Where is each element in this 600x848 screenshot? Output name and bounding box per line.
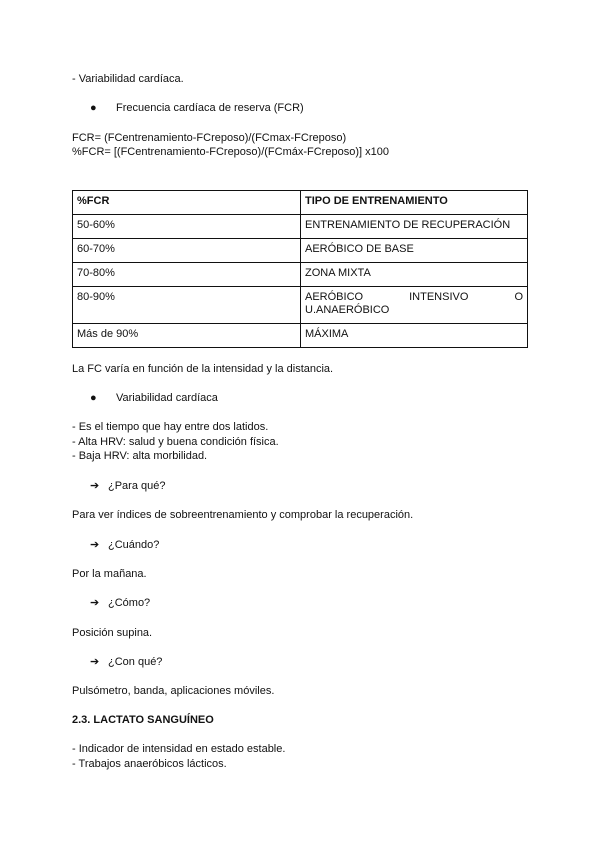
type-word: O [514, 291, 523, 303]
table-cell-range: 70-80% [73, 263, 301, 287]
table-row [73, 287, 528, 324]
answer-para-que: Para ver índices de sobreentrenamiento y comprobar la recuperación. [72, 509, 414, 521]
question-text: ¿Para qué? [108, 480, 166, 492]
table-row [73, 215, 528, 239]
answer-como: Posición supina. [72, 627, 153, 639]
answer-cuando: Por la mañana. [72, 568, 147, 580]
arrow-right-icon: ➔ [90, 539, 100, 551]
table-cell-range: 60-70% [73, 239, 301, 263]
table-cell-type-line2: U.ANAERÓBICO [305, 304, 390, 316]
bullet-variabilidad [90, 391, 218, 405]
table-row [73, 263, 528, 287]
formula-percent-fcr: %FCR= [(FCentrenamiento-FCreposo)/(FCmáx-FCreposo)] x100 [72, 146, 389, 158]
bullet-fcr-text: Frecuencia cardíaca de reserva (FCR) [116, 102, 304, 114]
lactato-line: - Indicador de intensidad en estado estable. [72, 743, 286, 755]
table-cell-type: AERÓBICO DE BASE [301, 239, 528, 263]
section-heading-lactato: 2.3. LACTATO SANGUÍNEO [72, 714, 214, 726]
question-cuando [90, 538, 159, 552]
arrow-right-icon: ➔ [90, 597, 100, 609]
question-con-que [90, 655, 162, 669]
question-para-que [90, 479, 165, 493]
bullet-icon: ● [90, 102, 97, 114]
type-word: AERÓBICO [305, 291, 364, 303]
question-text: ¿Cuándo? [108, 539, 160, 551]
table-header-tipo: TIPO DE ENTRENAMIENTO [301, 191, 528, 215]
hrv-line: - Alta HRV: salud y buena condición física. [72, 436, 279, 448]
table-header-fcr: %FCR [73, 191, 301, 215]
fc-varia-text: La FC varía en función de la intensidad y la distancia. [72, 363, 334, 375]
answer-con-que: Pulsómetro, banda, aplicaciones móviles. [72, 685, 275, 697]
bullet-icon: ● [90, 392, 97, 404]
question-como [90, 596, 150, 610]
table-cell-range: 50-60% [73, 215, 301, 239]
fcr-table [72, 190, 528, 348]
table-cell-type: MÁXIMA [301, 324, 528, 348]
table-row [73, 324, 528, 348]
lactato-line: - Trabajos anaeróbicos lácticos. [72, 758, 227, 770]
bullet-variabilidad-text: Variabilidad cardíaca [116, 392, 218, 404]
formula-fcr: FCR= (FCentrenamiento-FCreposo)/(FCmax-FCreposo) [72, 132, 347, 144]
table-header-row [73, 191, 528, 215]
table-cell-type-line1 [305, 291, 523, 304]
bullet-fcr [90, 101, 304, 115]
question-text: ¿Cómo? [108, 597, 151, 609]
arrow-right-icon: ➔ [90, 480, 100, 492]
hrv-line: - Baja HRV: alta morbilidad. [72, 450, 208, 462]
question-text: ¿Con qué? [108, 656, 163, 668]
type-word: INTENSIVO [409, 291, 469, 303]
table-cell-type: ZONA MIXTA [301, 263, 528, 287]
intro-line: - Variabilidad cardíaca. [72, 73, 184, 85]
table-cell-type: ENTRENAMIENTO DE RECUPERACIÓN [301, 215, 528, 239]
table-row [73, 239, 528, 263]
table-cell-type [301, 287, 528, 324]
table-cell-range: 80-90% [73, 287, 301, 324]
arrow-right-icon: ➔ [90, 656, 100, 668]
table-cell-range: Más de 90% [73, 324, 301, 348]
hrv-line: - Es el tiempo que hay entre dos latidos. [72, 421, 269, 433]
